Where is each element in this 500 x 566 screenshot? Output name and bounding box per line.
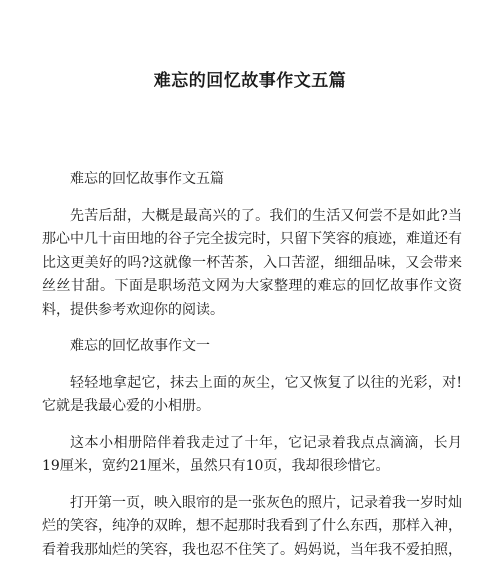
document-body [42,168,462,566]
paragraph: 轻轻地拿起它，抹去上面的灰尘，它又恢复了以往的光彩，对!它就是我最心爱的小相册。 [42,374,462,414]
paragraph-heading: 难忘的回忆故事作文一 [70,338,210,354]
page-title: 难忘的回忆故事作文五篇 [153,71,347,91]
paragraph-heading: 难忘的回忆故事作文五篇 [70,171,224,187]
paragraph: 先苦后甜，大概是最高兴的了。我们的生活又何尝不是如此?当那心中几十亩田地的谷子完全拔完时，只留下笑容的痕迹，难道还有比这更美好的吗?这就像一杯苦茶，入口苦涩，细细品味，又会带来丝丝甘甜。下面是职场范文网为大家整理的难忘的回忆故事作文资料，提供参考欢迎你的阅读。 [42,207,462,318]
paragraph: 打开第一页，映入眼帘的是一张灰色的照片，记录着我一岁时灿烂的笑容，纯净的双眸，想不起那时我看到了什么东西，那样入神，看着我那灿烂的笑容，我也忍不住笑了。妈妈说，当年我不爱拍照， [42,494,462,558]
paragraph: 这本小相册陪伴着我走过了十年，它记录着我点点滴滴，长月19厘米，宽约21厘米，虽然只有10页，我却很珍惜它。 [42,434,462,474]
